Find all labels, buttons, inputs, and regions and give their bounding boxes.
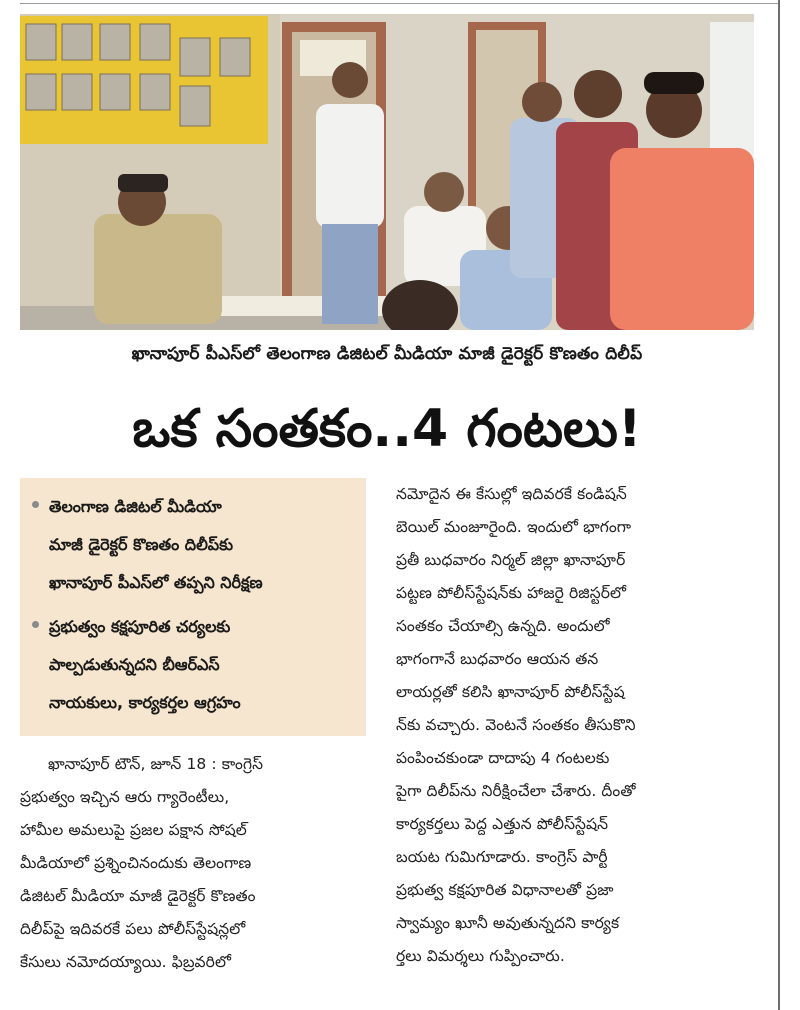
article-line: పైగా దిలీప్‌ను నిరీక్షించేలా చేశారు. దీంతో	[396, 782, 636, 800]
photo-caption: ఖానాపూర్ పీఎస్‌లో తెలంగాణ డిజిటల్ మీడియా మాజీ డైరెక్టర్ కొణతం దిలీప్	[131, 344, 643, 364]
bullet-icon	[32, 621, 39, 628]
news-photo	[20, 14, 754, 330]
article-line: ప్రభుత్వ కక్షపూరిత విధానాలతో ప్రజా	[396, 881, 614, 899]
highlight-line: పాల్పడుతున్నదని బీఆర్ఎస్	[49, 655, 220, 674]
article-line: బయట గుమిగూడారు. కాంగ్రెస్ పార్టీ	[396, 848, 608, 866]
highlight-line: తెలంగాణ డిజిటల్ మీడియా	[49, 497, 222, 516]
article-line: భాగంగానే బుధవారం ఆయన తన	[396, 650, 599, 668]
top-rule	[20, 3, 780, 4]
article-line: దిలీప్‌పై ఇదివరకే పలు పోలీస్‌స్టేషన్లలో	[20, 920, 246, 938]
article-line: మీడియాలో ప్రశ్నించినందుకు తెలంగాణ	[20, 854, 252, 872]
highlight-box	[20, 478, 366, 736]
article-line: డిజిటల్ మీడియా మాజీ డైరెక్టర్ కొణతం	[20, 887, 256, 905]
article-line: కేసులు నమోదయ్యాయి. ఫిబ్రవరిలో	[20, 953, 232, 971]
article-column-right	[396, 478, 752, 973]
article-line: కార్యకర్తలు పెద్ద ఎత్తున పోలీస్‌స్టేషన్	[396, 815, 609, 833]
column-rule	[778, 0, 780, 1010]
article-line: హామీల అమలుపై ప్రజల పక్షాన సోషల్	[20, 821, 247, 839]
highlight-line: నాయకులు, కార్యకర్తల ఆగ్రహం	[49, 693, 241, 712]
article-line: నమోదైన ఈ కేసుల్లో ఇదివరకే కండిషన్	[396, 485, 627, 503]
article-column-left	[20, 748, 376, 979]
article-line: ర్తలు విమర్శలు గుప్పించారు.	[396, 947, 565, 965]
article-line: పట్టణ పోలీస్‌స్టేషన్‌కు హాజరై రిజిస్టర్‌లో	[396, 584, 627, 602]
headline: ఒక సంతకం..4 గంటలు!	[132, 399, 642, 459]
highlight-line: మాజీ డైరెక్టర్ కొణతం దిలీప్‌కు	[49, 535, 234, 554]
article-line: స్వామ్యం ఖూనీ అవుతున్నదని కార్యక	[396, 914, 620, 932]
article-line: పంపించకుండా దాదాపు 4 గంటలకు	[396, 749, 610, 767]
bullet-icon	[32, 501, 39, 508]
article-line: ప్రభుత్వం ఇచ్చిన ఆరు గ్యారెంటీలు,	[20, 788, 230, 806]
highlight-line: ప్రభుత్వం కక్షపూరిత చర్యలకు	[49, 617, 231, 636]
article-line: లాయర్లతో కలిసి ఖానాపూర్ పోలీస్‌స్టేష	[396, 683, 625, 701]
highlight-item	[30, 608, 358, 722]
article-line: సంతకం చేయాల్సి ఉన్నది. అందులో	[396, 617, 610, 635]
highlight-line: ఖానాపూర్ పీఎస్‌లో తప్పని నిరీక్షణ	[49, 573, 263, 592]
article-line: బెయిల్ మంజూరైంది. ఇందులో భాగంగా	[396, 518, 632, 536]
article-line: ఖానాపూర్ టౌన్, జూన్ 18 : కాంగ్రెస్	[48, 755, 264, 773]
article-line: న్‌కు వచ్చారు. వెంటనే సంతకం తీసుకొని	[396, 716, 636, 734]
article-line: ప్రతీ బుధవారం నిర్మల్ జిల్లా ఖానాపూర్	[396, 551, 626, 569]
highlight-item	[30, 488, 358, 602]
